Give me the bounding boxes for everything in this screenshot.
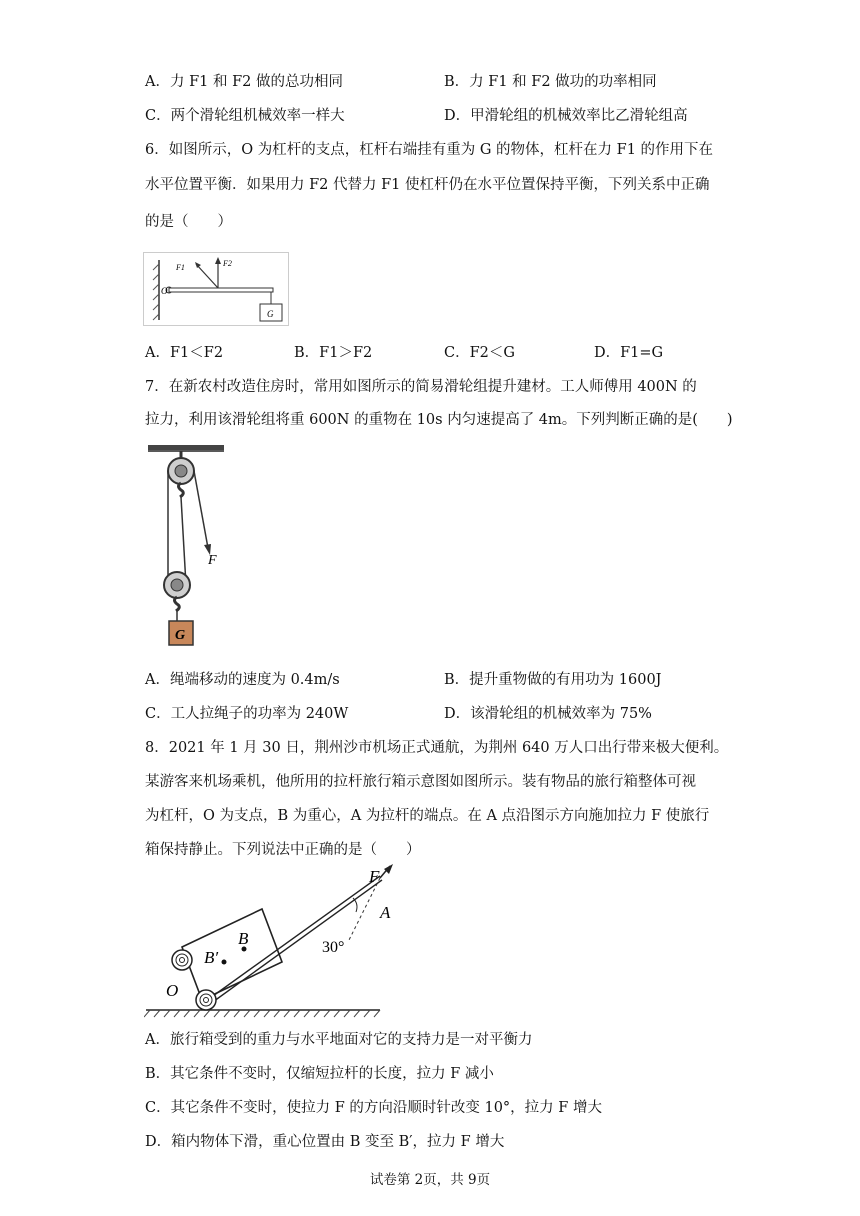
q6-stem-line-3: 的是（ ） [145,214,232,230]
q6-label-f1: F1 [176,263,185,272]
q5-option-b: B．力 F1 和 F2 做功的功率相同 [444,74,657,90]
q8-option-a: A．旅行箱受到的重力与水平地面对它的支持力是一对平衡力 [145,1032,533,1048]
q7-label-g: G [175,628,186,643]
q8-stem-line-2: 某游客来机场乘机，他所用的拉杆旅行箱示意图如图所示。装有物品的旅行箱整体可视 [145,774,696,790]
q8-label-b-prime: B′ [204,948,219,967]
q5-option-c: C．两个滑轮组机械效率一样大 [145,108,345,124]
q6-lever-figure [143,252,289,326]
q7-label-f: F [208,553,217,568]
q6-label-g: G [267,309,274,319]
q7-option-c: C．工人拉绳子的功率为 240W [145,706,349,722]
q6-option-c: C．F2＜G [444,345,515,361]
q7-option-d: D．该滑轮组的机械效率为 75% [444,706,652,722]
q8-label-a: A [380,903,391,922]
q8-stem-line-1: 8．2021 年 1 月 30 日，荆州沙市机场正式通航，为荆州 640 万人口出行带来极大便利。 [145,740,729,756]
q5-option-d: D．甲滑轮组的机械效率比乙滑轮组高 [444,108,688,124]
q6-option-a: A．F1＜F2 [145,345,224,361]
q7-option-b: B．提升重物做的有用功为 1600J [444,672,662,688]
q8-label-o: O [166,981,179,1000]
q6-option-d: D．F1=G [594,345,664,361]
q8-suitcase-figure [144,864,414,1024]
q8-label-b: B [238,929,249,948]
q8-option-b: B．其它条件不变时，仅缩短拉杆的长度，拉力 F 减小 [145,1066,494,1082]
q7-stem-line-1: 7．在新农村改造住房时，常用如图所示的简易滑轮组提升建材。工人师傅用 400N 的 [145,379,697,395]
q7-option-a: A．绳端移动的速度为 0.4m/s [145,672,340,688]
q8-stem-line-3: 为杠杆，O 为支点，B 为重心，A 为拉杆的端点。在 A 点沿图示方向施加拉力 F 使旅行 [145,808,710,824]
q5-option-a: A．力 F1 和 F2 做的总功相同 [145,74,343,90]
q6-stem-line-1: 6．如图所示，O 为杠杆的支点，杠杆右端挂有重为 G 的物体，杠杆在力 F1 的作用下在 [145,142,714,158]
q6-label-o: O [161,286,168,296]
q8-label-angle: 30° [322,939,345,956]
page-footer: 试卷第 2页，共 9页 [369,1172,491,1188]
q6-stem-line-2: 水平位置平衡．如果用力 F2 代替力 F1 使杠杆仍在水平位置保持平衡，下列关系中正确 [145,177,710,193]
q6-option-b: B．F1＞F2 [294,345,373,361]
q6-label-f2: F2 [223,259,232,268]
q8-label-f: F [369,867,380,886]
q7-stem-line-2: 拉力，利用该滑轮组将重 600N 的重物在 10s 内匀速提高了 4m。下列判断正确的是( ) [145,412,733,428]
q8-option-d: D．箱内物体下滑，重心位置由 B 变至 B′，拉力 F 增大 [145,1134,505,1150]
q7-pulley-figure [146,443,236,659]
q8-option-c: C．其它条件不变时，使拉力 F 的方向沿顺时针改变 10°，拉力 F 增大 [145,1100,602,1116]
q8-stem-line-4: 箱保持静止。下列说法中正确的是（ ） [145,842,421,858]
